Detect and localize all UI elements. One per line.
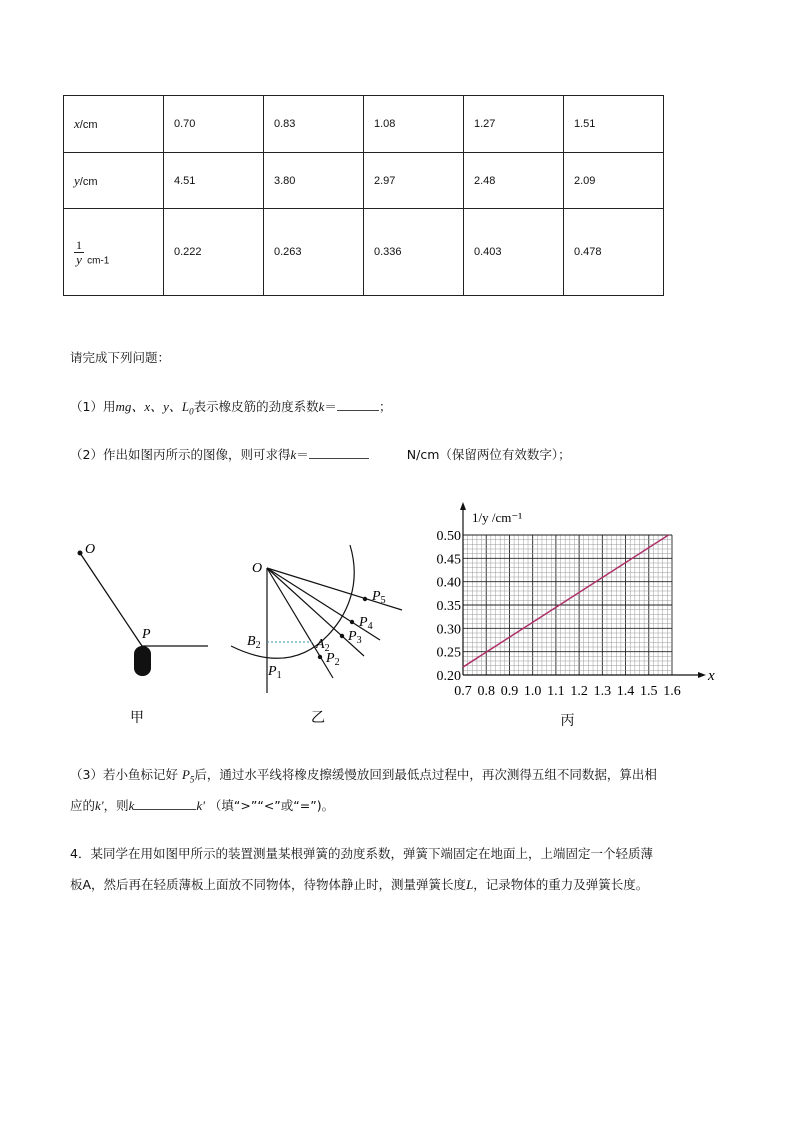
q4-line2-pre: 板A，然后再在轻质薄板上面放不同物体，待物体静止时，测量弹簧长度	[70, 877, 467, 892]
x-tick-label: 0.7	[454, 684, 472, 699]
q2-unit: N/cm（保留两位有效数字）；	[406, 447, 571, 462]
y-tick-label: 0.35	[436, 599, 461, 614]
x-tick-label: 0.9	[500, 684, 519, 699]
y-tick-label: 0.20	[436, 669, 461, 684]
prompt: 请完成下列问题：	[70, 350, 171, 365]
question-4-line2	[70, 875, 648, 893]
chart-bing	[420, 500, 720, 732]
label-P1: $P_1$	[268, 664, 282, 681]
x-tick-label: 0.8	[477, 684, 495, 699]
q3-P5: P	[181, 767, 190, 782]
q1-vars: mg、x、y、	[115, 399, 182, 414]
cell: 1.51	[564, 96, 664, 153]
row-label-unit: /cm	[79, 119, 98, 131]
y-tick-label: 0.40	[436, 575, 461, 591]
x-axis-arrow	[698, 672, 706, 678]
label-P3: $P_3$	[348, 629, 362, 646]
q1-mid: 表示橡皮筋的劲度系数	[193, 399, 319, 414]
q3-line2-pre: 应的	[70, 798, 96, 813]
q2-pre: （2）作出如图丙所示的图像，则可求得	[70, 447, 291, 462]
q1-k: k	[318, 399, 325, 414]
figure-jia	[78, 542, 209, 726]
cell: 4.51	[164, 153, 264, 209]
x-axis-label: x	[708, 668, 715, 684]
cell: 2.48	[464, 153, 564, 209]
eraser-shape	[134, 646, 151, 676]
line-op2	[267, 568, 333, 678]
answer-blank[interactable]	[134, 797, 196, 810]
q2-k: k	[290, 447, 297, 462]
q1-post: ；	[378, 399, 392, 414]
label-B2: $B_2$	[247, 634, 261, 651]
caption-yi: 乙	[311, 711, 325, 726]
question-4-line1: 4．某同学在用如图甲所示的装置测量某根弹簧的劲度系数，弹簧下端固定在地面上，上端固定一个轻质薄	[70, 846, 653, 861]
y-tick-label: 0.50	[436, 529, 461, 544]
cell: 1.27	[464, 96, 564, 153]
row-label-unit: /cm	[79, 175, 98, 188]
x-tick-label: 1.4	[616, 684, 635, 699]
x-tick-label: 1.0	[523, 684, 542, 699]
point-P5	[363, 597, 367, 601]
question-3-line1	[70, 765, 657, 785]
q1-pre: （1）用	[70, 399, 116, 414]
frac-num: 1	[76, 237, 82, 252]
cell: 1.08	[364, 96, 464, 153]
q1-L0: L	[181, 399, 190, 414]
label-P2: $P_2$	[326, 651, 340, 668]
point-P2	[318, 655, 322, 659]
point-P3	[340, 634, 344, 638]
row-label-var: y	[74, 172, 80, 188]
frac-den: y	[76, 251, 82, 267]
question-3-line2	[70, 796, 334, 814]
q3-pre: （3）若小鱼标记好	[70, 767, 178, 782]
x-tick-label: 1.2	[570, 684, 588, 699]
label-P4: $P_4$	[359, 615, 373, 632]
cell: 2.09	[564, 153, 664, 209]
string-op	[80, 553, 142, 646]
y-tick-label: 0.25	[436, 645, 461, 661]
caption-jia: 甲	[130, 711, 144, 726]
cell: 2.97	[364, 153, 464, 209]
cell: 0.403	[464, 209, 564, 296]
q3-k: k	[128, 798, 135, 813]
y-axis-arrow	[460, 502, 466, 510]
point-P4	[350, 620, 354, 624]
x-tick-label: 1.6	[663, 684, 681, 699]
q3-line2-post: （填“>”“<”或“=”)。	[208, 798, 335, 813]
fit-line	[463, 535, 669, 667]
q3-P5-sub: 5	[189, 774, 195, 785]
q3-kprime-2: k'	[196, 798, 205, 813]
q4-line2-post: ，记录物体的重力及弹簧长度。	[473, 877, 649, 892]
cell: 0.222	[164, 209, 264, 296]
cell: 0.478	[564, 209, 664, 296]
y-axis-label: 1/y /cm⁻¹	[472, 510, 523, 525]
y-tick-label: 0.45	[436, 552, 461, 568]
cell: 0.83	[264, 96, 364, 153]
figures-jia-yi	[0, 0, 430, 740]
figure-yi	[231, 545, 402, 726]
q1-eq: ＝	[324, 399, 337, 414]
q1-L0-sub: 0	[189, 406, 194, 417]
x-tick-label: 1.5	[640, 684, 658, 699]
label-A2: $A_2$	[316, 637, 330, 654]
q2-eq: ＝	[296, 447, 309, 462]
row-label-var: x	[74, 116, 80, 131]
row-label-unit: cm-1	[87, 254, 110, 266]
label-O: O	[252, 561, 263, 576]
y-tick-label: 0.30	[436, 622, 461, 638]
label-O: O	[85, 542, 96, 557]
q3-post: 后，通过水平线将橡皮擦缓慢放回到最低点过程中，再次测得五组不同数据，算出相	[194, 767, 657, 782]
cell: 0.70	[164, 96, 264, 153]
x-tick-label: 1.1	[547, 684, 565, 699]
q4-L: L	[466, 877, 474, 892]
caption-bing: 丙	[560, 714, 575, 729]
x-tick-label: 1.3	[593, 684, 612, 699]
label-P5: $P_5$	[372, 589, 386, 606]
q3-line2-mid: ，则	[103, 798, 129, 813]
label-P: P	[142, 627, 151, 642]
q3-kprime: k'	[95, 798, 104, 813]
cell: 0.263	[264, 209, 364, 296]
cell: 3.80	[264, 153, 364, 209]
cell: 0.336	[364, 209, 464, 296]
